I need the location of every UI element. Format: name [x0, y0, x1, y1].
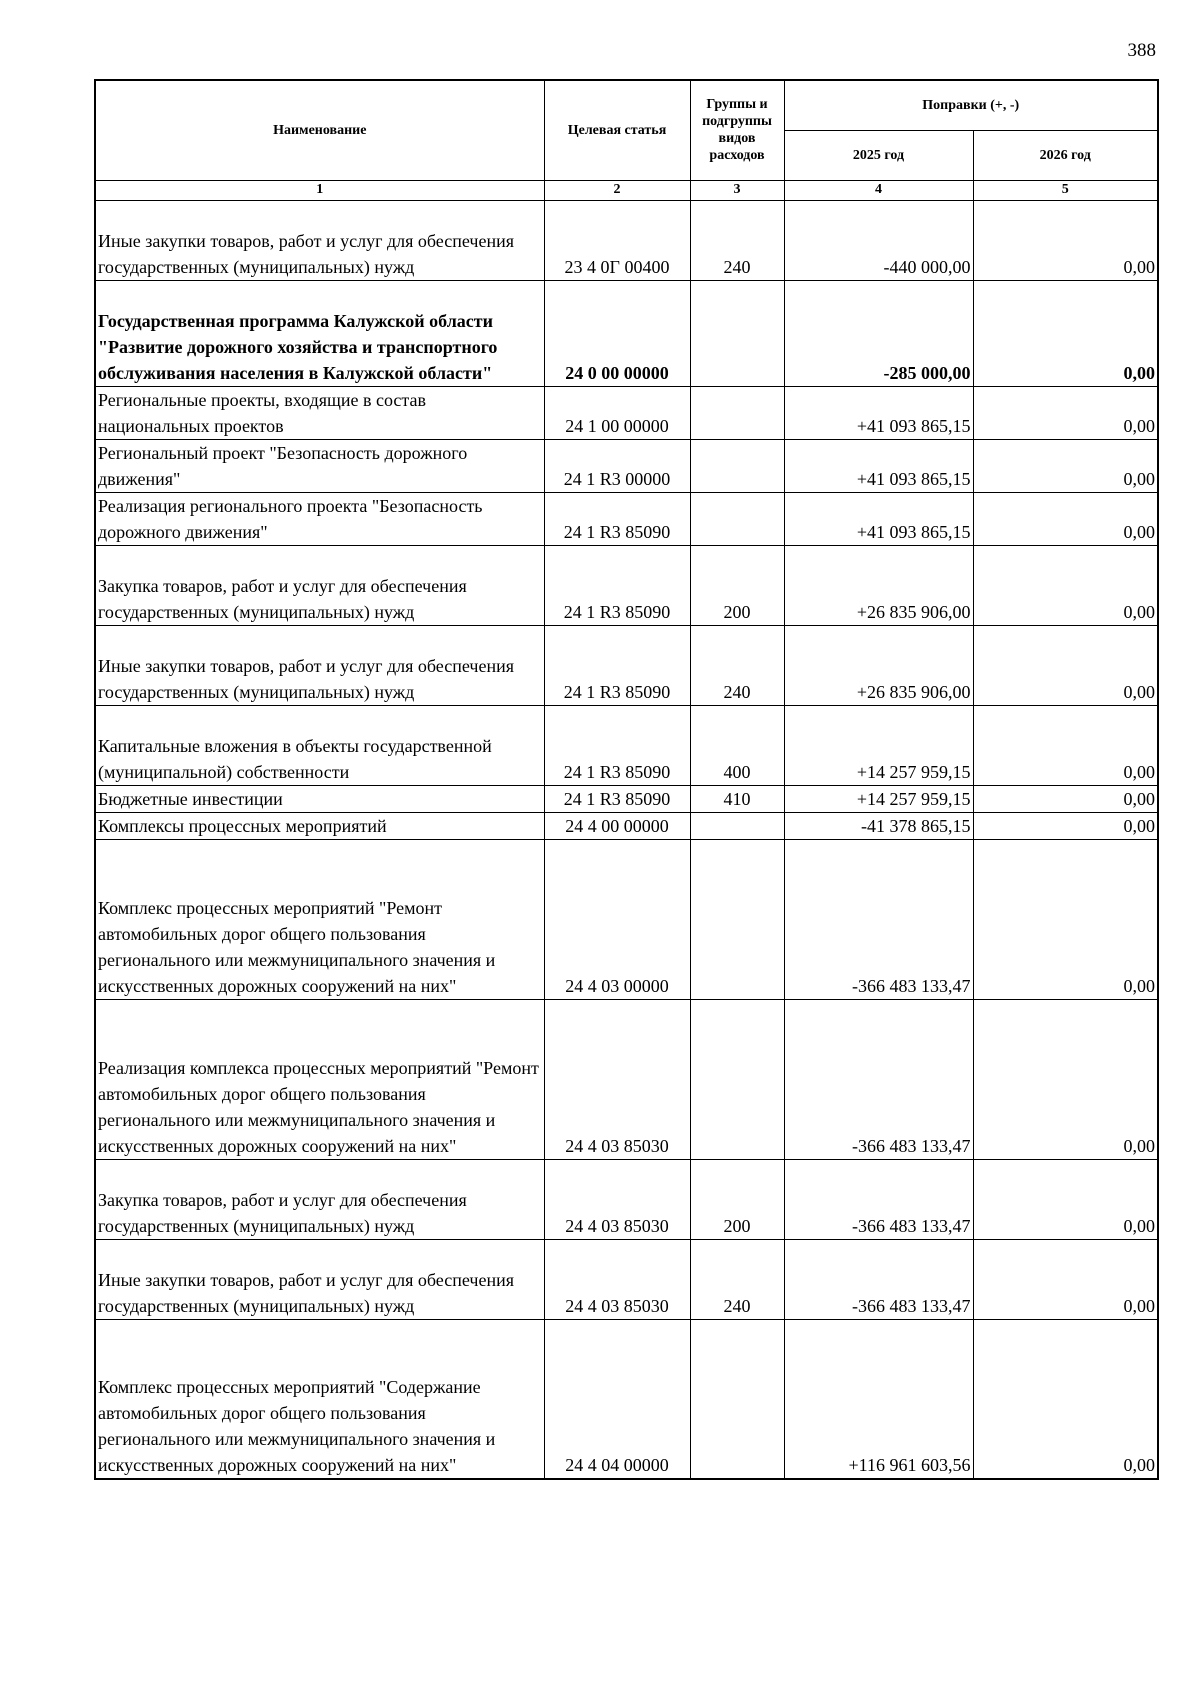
- row-amount-2025: -41 378 865,15: [784, 812, 973, 839]
- row-expense-group: [690, 439, 784, 492]
- row-amount-2026: 0,00: [973, 839, 1158, 999]
- budget-amendments-table: [94, 79, 1159, 1480]
- row-name: Комплексы процессных мероприятий: [95, 812, 544, 839]
- row-expense-group: [690, 280, 784, 386]
- row-amount-2026: 0,00: [973, 625, 1158, 705]
- row-amount-2025: -440 000,00: [784, 200, 973, 280]
- row-expense-group: [690, 386, 784, 439]
- page-number: 388: [1127, 40, 1156, 61]
- row-name: Комплекс процессных мероприятий "Ремонт автомобильных дорог общего пользования регионального или межмуниципального значения и искусственных дорожных сооружений на них": [95, 839, 544, 999]
- row-amount-2025: +14 257 959,15: [784, 785, 973, 812]
- header-target-article: Целевая статья: [544, 80, 690, 180]
- row-expense-group: 240: [690, 200, 784, 280]
- table-row: [95, 280, 1158, 386]
- row-target-article: 24 1 R3 85090: [544, 492, 690, 545]
- row-name: Иные закупки товаров, работ и услуг для обеспечения государственных (муниципальных) нужд: [95, 625, 544, 705]
- row-amount-2026: 0,00: [973, 200, 1158, 280]
- table-row: [95, 1159, 1158, 1239]
- table-row: [95, 200, 1158, 280]
- row-name: Региональные проекты, входящие в состав национальных проектов: [95, 386, 544, 439]
- row-amount-2026: 0,00: [973, 999, 1158, 1159]
- row-name: Региональный проект "Безопасность дорожного движения": [95, 439, 544, 492]
- row-expense-group: 200: [690, 545, 784, 625]
- row-amount-2026: 0,00: [973, 1239, 1158, 1319]
- row-name: Государственная программа Калужской области "Развитие дорожного хозяйства и транспортного обслуживания населения в Калужской области": [95, 280, 544, 386]
- header-name: Наименование: [95, 80, 544, 180]
- row-target-article: 24 1 R3 85090: [544, 625, 690, 705]
- column-number: 4: [784, 180, 973, 200]
- column-number: 1: [95, 180, 544, 200]
- column-number: 2: [544, 180, 690, 200]
- table-row: [95, 439, 1158, 492]
- row-expense-group: [690, 1319, 784, 1479]
- row-target-article: 23 4 0Г 00400: [544, 200, 690, 280]
- row-expense-group: [690, 812, 784, 839]
- row-amount-2026: 0,00: [973, 785, 1158, 812]
- row-amount-2025: -366 483 133,47: [784, 1239, 973, 1319]
- table-row: [95, 812, 1158, 839]
- row-expense-group: 200: [690, 1159, 784, 1239]
- table-row: [95, 705, 1158, 785]
- row-expense-group: 240: [690, 1239, 784, 1319]
- row-name: Реализация комплекса процессных мероприятий "Ремонт автомобильных дорог общего пользования регионального или межмуниципального значения и искусственных дорожных сооружений на них": [95, 999, 544, 1159]
- table-row: [95, 1319, 1158, 1479]
- row-amount-2025: -366 483 133,47: [784, 999, 973, 1159]
- header-year-2026: 2026 год: [973, 130, 1158, 180]
- row-amount-2026: 0,00: [973, 386, 1158, 439]
- row-expense-group: [690, 839, 784, 999]
- row-amount-2025: +14 257 959,15: [784, 705, 973, 785]
- row-amount-2026: 0,00: [973, 705, 1158, 785]
- row-amount-2025: +41 093 865,15: [784, 439, 973, 492]
- row-name: Закупка товаров, работ и услуг для обеспечения государственных (муниципальных) нужд: [95, 1159, 544, 1239]
- row-name: Иные закупки товаров, работ и услуг для обеспечения государственных (муниципальных) нужд: [95, 1239, 544, 1319]
- row-amount-2026: 0,00: [973, 280, 1158, 386]
- row-amount-2025: -366 483 133,47: [784, 839, 973, 999]
- row-target-article: 24 1 00 00000: [544, 386, 690, 439]
- row-expense-group: [690, 999, 784, 1159]
- row-target-article: 24 4 03 85030: [544, 999, 690, 1159]
- table-row: [95, 999, 1158, 1159]
- header-amendments: Поправки (+, -): [784, 80, 1158, 130]
- table-row: [95, 625, 1158, 705]
- row-amount-2026: 0,00: [973, 439, 1158, 492]
- row-amount-2026: 0,00: [973, 492, 1158, 545]
- row-name: Капитальные вложения в объекты государственной (муниципальной) собственности: [95, 705, 544, 785]
- row-expense-group: [690, 492, 784, 545]
- row-expense-group: 410: [690, 785, 784, 812]
- row-amount-2025: +26 835 906,00: [784, 545, 973, 625]
- row-name: Комплекс процессных мероприятий "Содержание автомобильных дорог общего пользования регионального или межмуниципального значения и искусственных дорожных сооружений на них": [95, 1319, 544, 1479]
- row-amount-2025: +26 835 906,00: [784, 625, 973, 705]
- row-target-article: 24 1 R3 85090: [544, 785, 690, 812]
- row-target-article: 24 1 R3 85090: [544, 705, 690, 785]
- row-name: Закупка товаров, работ и услуг для обеспечения государственных (муниципальных) нужд: [95, 545, 544, 625]
- row-amount-2025: +41 093 865,15: [784, 386, 973, 439]
- table-row: [95, 785, 1158, 812]
- row-name: Реализация регионального проекта "Безопасность дорожного движения": [95, 492, 544, 545]
- table-row: [95, 1239, 1158, 1319]
- table-row: [95, 545, 1158, 625]
- row-amount-2026: 0,00: [973, 545, 1158, 625]
- table-row: [95, 386, 1158, 439]
- row-target-article: 24 4 04 00000: [544, 1319, 690, 1479]
- row-amount-2025: -366 483 133,47: [784, 1159, 973, 1239]
- row-target-article: 24 0 00 00000: [544, 280, 690, 386]
- row-amount-2025: +41 093 865,15: [784, 492, 973, 545]
- column-number: 3: [690, 180, 784, 200]
- header-year-2025: 2025 год: [784, 130, 973, 180]
- row-target-article: 24 1 R3 85090: [544, 545, 690, 625]
- row-target-article: 24 4 00 00000: [544, 812, 690, 839]
- row-target-article: 24 4 03 00000: [544, 839, 690, 999]
- row-name: Бюджетные инвестиции: [95, 785, 544, 812]
- row-amount-2025: +116 961 603,56: [784, 1319, 973, 1479]
- row-target-article: 24 4 03 85030: [544, 1159, 690, 1239]
- row-amount-2026: 0,00: [973, 1159, 1158, 1239]
- row-name: Иные закупки товаров, работ и услуг для обеспечения государственных (муниципальных) нужд: [95, 200, 544, 280]
- header-expense-groups: Группы и подгруппы видов расходов: [690, 80, 784, 180]
- table-row: [95, 492, 1158, 545]
- row-amount-2025: -285 000,00: [784, 280, 973, 386]
- row-amount-2026: 0,00: [973, 1319, 1158, 1479]
- row-expense-group: 240: [690, 625, 784, 705]
- row-expense-group: 400: [690, 705, 784, 785]
- column-number: 5: [973, 180, 1158, 200]
- row-target-article: 24 4 03 85030: [544, 1239, 690, 1319]
- row-amount-2026: 0,00: [973, 812, 1158, 839]
- row-target-article: 24 1 R3 00000: [544, 439, 690, 492]
- table-row: [95, 839, 1158, 999]
